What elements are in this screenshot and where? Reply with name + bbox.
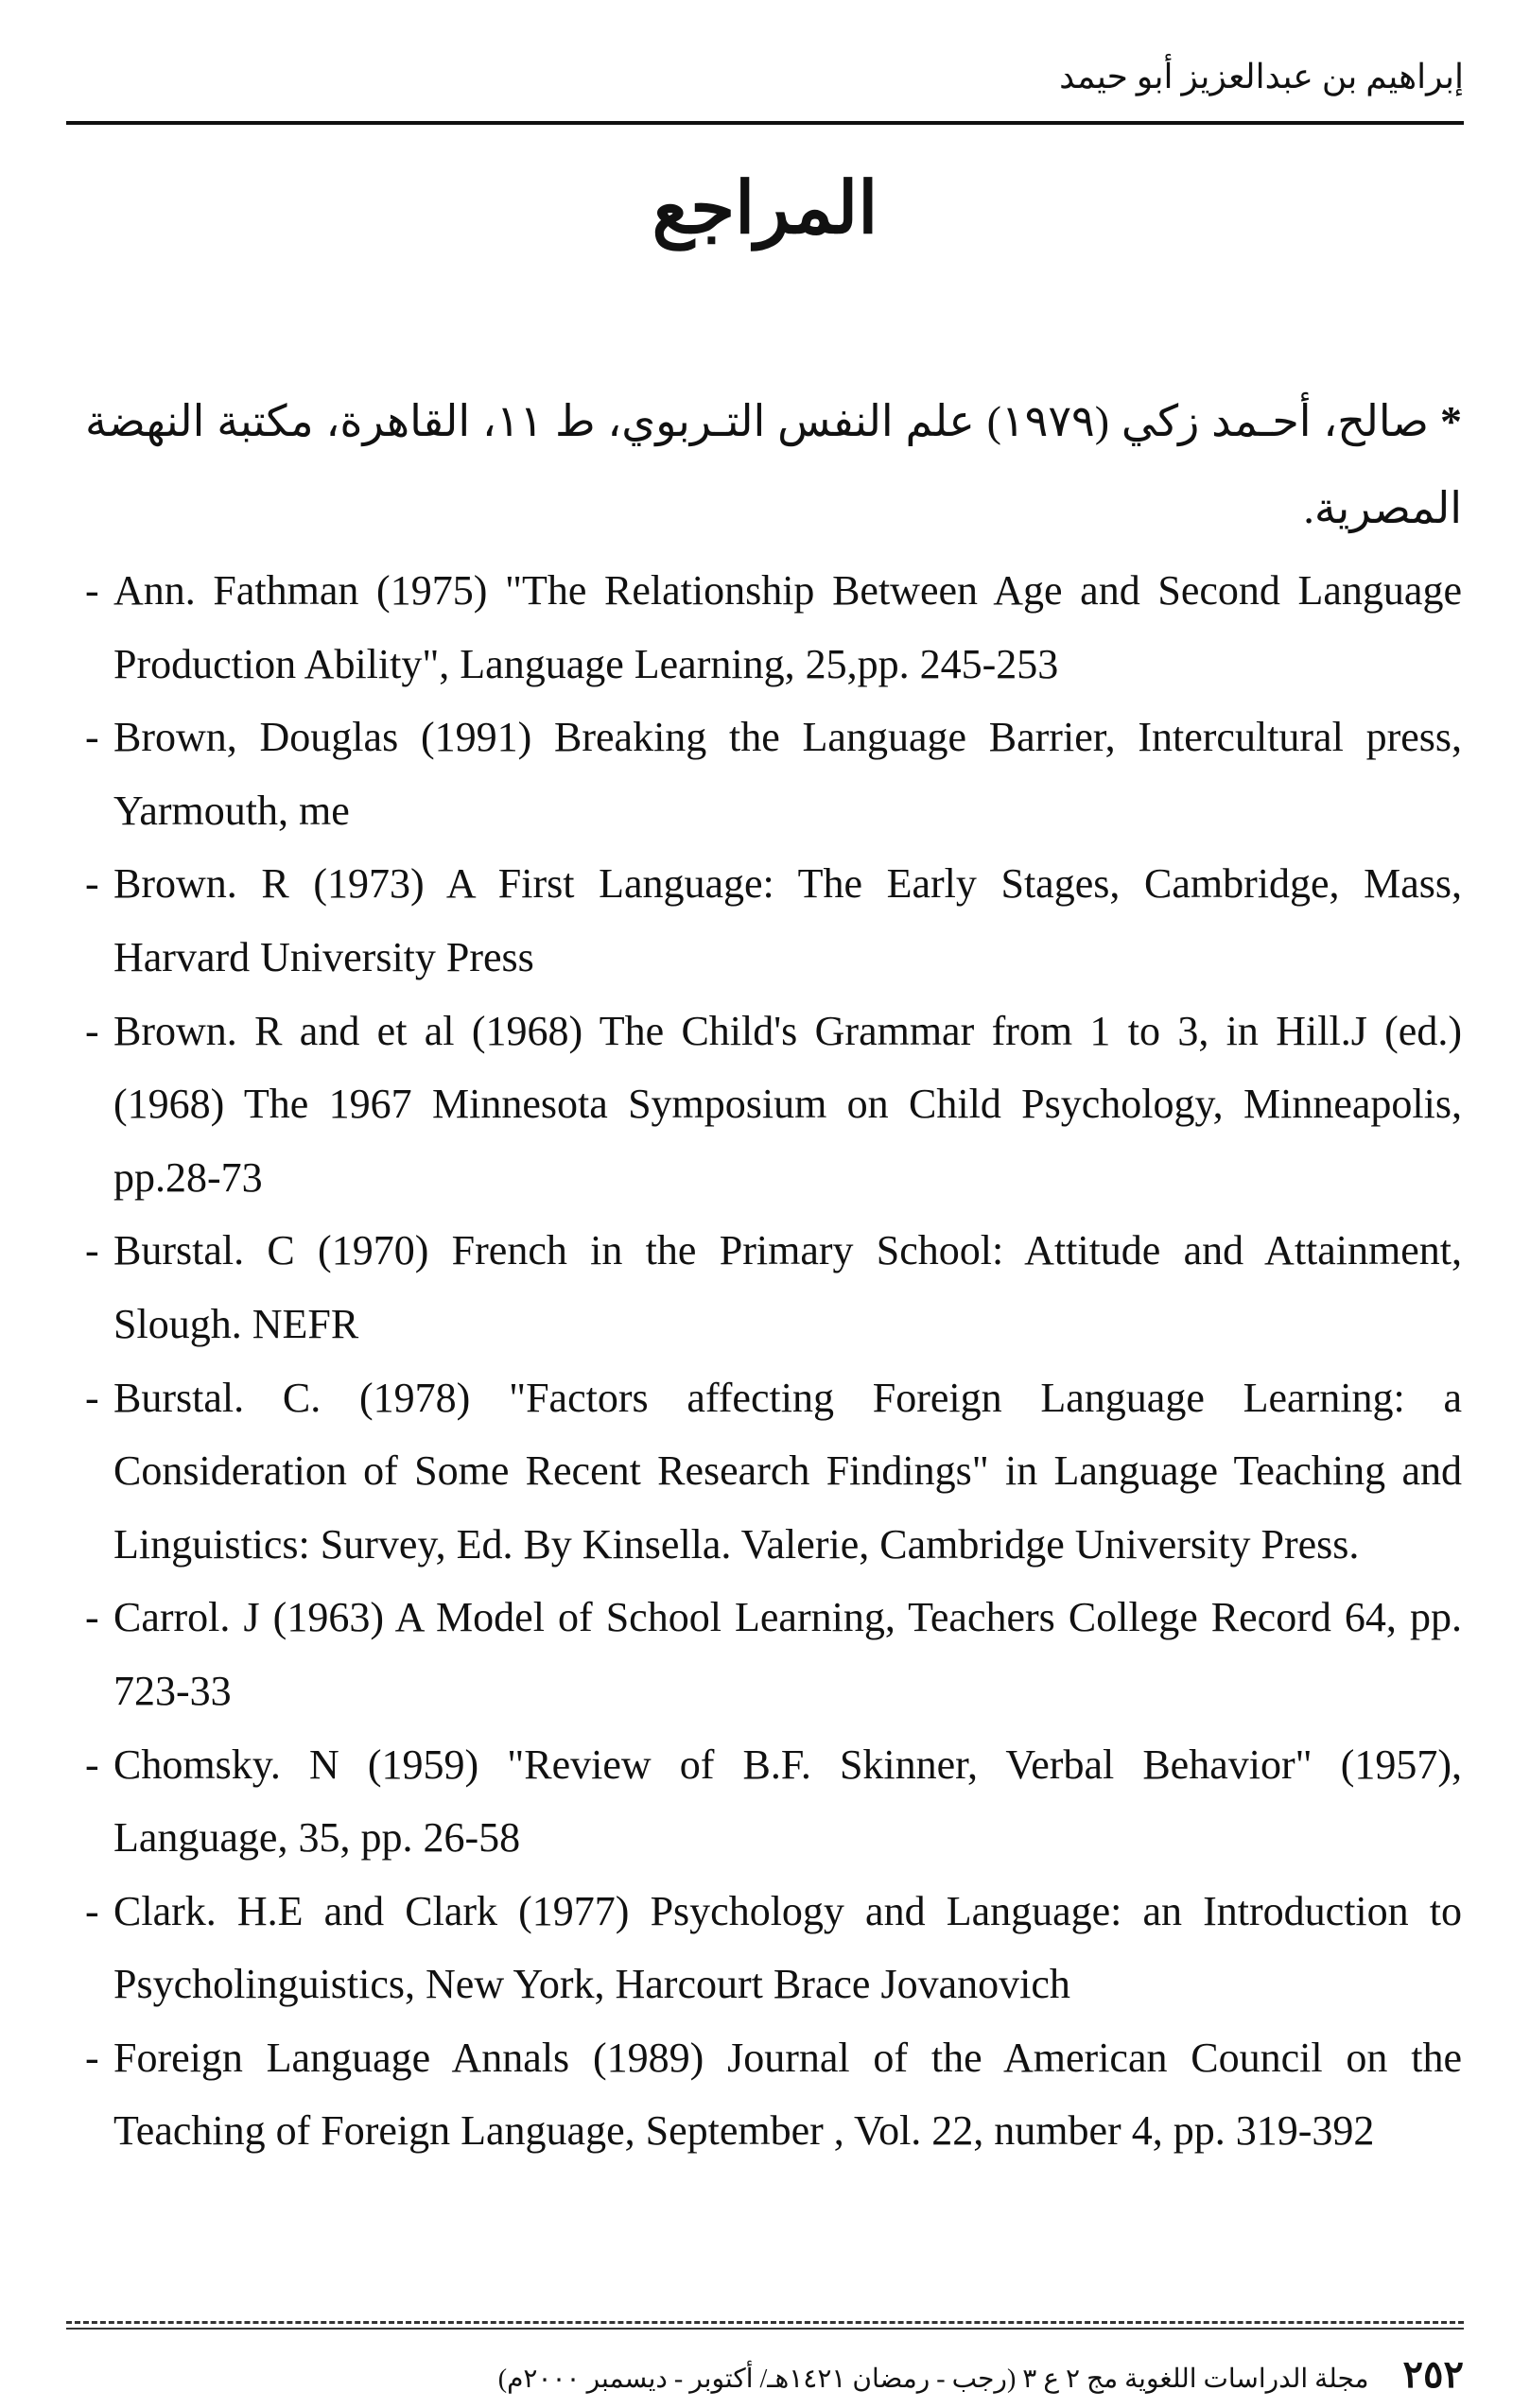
reference-text: Ann. Fathman (1975) "The Relationship Between Age and Second Language Production Ability", Language Learning, 25,pp. 245-253 bbox=[113, 567, 1462, 687]
reference-item bbox=[85, 847, 1462, 994]
reference-item bbox=[85, 1361, 1462, 1582]
reference-text: Clark. H.E and Clark (1977) Psychology and Language: an Introduction to Psycholinguistics, New York, Harcourt Brace Jovanovich bbox=[113, 1887, 1462, 2008]
reference-arabic-text: صالح، أحـمد زكي (١٩٧٩) علم النفس التـربوي، ط ١١، القاهرة، مكتبة النهضة المصرية. bbox=[85, 397, 1462, 532]
list-dash: - bbox=[85, 2034, 99, 2081]
footer-rule bbox=[66, 2321, 1464, 2324]
reference-text: Chomsky. N (1959) "Review of B.F. Skinner, Verbal Behavior" (1957), Language, 35, pp. 26-58 bbox=[113, 1741, 1462, 1862]
list-dash: - bbox=[85, 1594, 99, 1641]
reference-arabic bbox=[85, 378, 1462, 552]
reference-item bbox=[85, 1581, 1462, 1727]
list-dash: - bbox=[85, 567, 99, 614]
reference-text: Foreign Language Annals (1989) Journal of the American Council on the Teaching of Foreign Language, September , Vol. 22, number 4, pp. 319-392 bbox=[113, 2034, 1462, 2155]
reference-text: Brown. R and et al (1968) The Child's Grammar from 1 to 3, in Hill.J (ed.) (1968) The 1967 Minnesota Symposium on Child Psychology, Minneapolis, pp.28-73 bbox=[113, 1007, 1462, 1201]
reference-item bbox=[85, 701, 1462, 847]
reference-text: Burstal. C. (1978) "Factors affecting Foreign Language Learning: a Consideration of Some Recent Research Findings" in Language Teaching and Linguistics: Survey, Ed. By Kinsella. Valerie, Cambridge University Press. bbox=[113, 1374, 1462, 1568]
list-dash: - bbox=[85, 1741, 99, 1788]
list-dash: - bbox=[85, 860, 99, 908]
list-dash: - bbox=[85, 1374, 99, 1421]
footer-rule bbox=[66, 2328, 1464, 2330]
page-footer bbox=[498, 2352, 1464, 2397]
running-head: إبراهيم بن عبدالعزيز أبو حيمد bbox=[1059, 58, 1464, 95]
reference-item bbox=[85, 554, 1462, 701]
reference-text: Carrol. J (1963) A Model of School Learning, Teachers College Record 64, pp. 723-33 bbox=[113, 1594, 1462, 1714]
list-dash: - bbox=[85, 1007, 99, 1054]
header-rule bbox=[66, 121, 1464, 125]
section-title: المراجع bbox=[652, 169, 878, 249]
page-number: ٢٥٢ bbox=[1402, 2353, 1464, 2396]
reference-text: Brown. R (1973) A First Language: The Early Stages, Cambridge, Mass, Harvard University Press bbox=[113, 860, 1462, 980]
reference-item bbox=[85, 995, 1462, 1215]
reference-text: Burstal. C (1970) French in the Primary School: Attitude and Attainment, Slough. NEFR bbox=[113, 1227, 1462, 1347]
reference-text: Brown, Douglas (1991) Breaking the Language Barrier, Intercultural press, Yarmouth, me bbox=[113, 714, 1462, 834]
reference-item bbox=[85, 1214, 1462, 1360]
journal-citation: مجلة الدراسات اللغوية مج ٢ ع ٣ (رجب - رمضان ١٤٢١هـ/ أكتوبر - ديسمبر ٢٠٠٠م) bbox=[497, 2365, 1369, 2394]
asterisk-marker: * bbox=[1439, 397, 1462, 445]
reference-item bbox=[85, 2021, 1462, 2168]
list-dash: - bbox=[85, 714, 99, 761]
list-dash: - bbox=[85, 1227, 99, 1274]
list-dash: - bbox=[85, 1887, 99, 1934]
reference-item bbox=[85, 1728, 1462, 1875]
references-list bbox=[85, 378, 1462, 2168]
reference-item bbox=[85, 1875, 1462, 2021]
